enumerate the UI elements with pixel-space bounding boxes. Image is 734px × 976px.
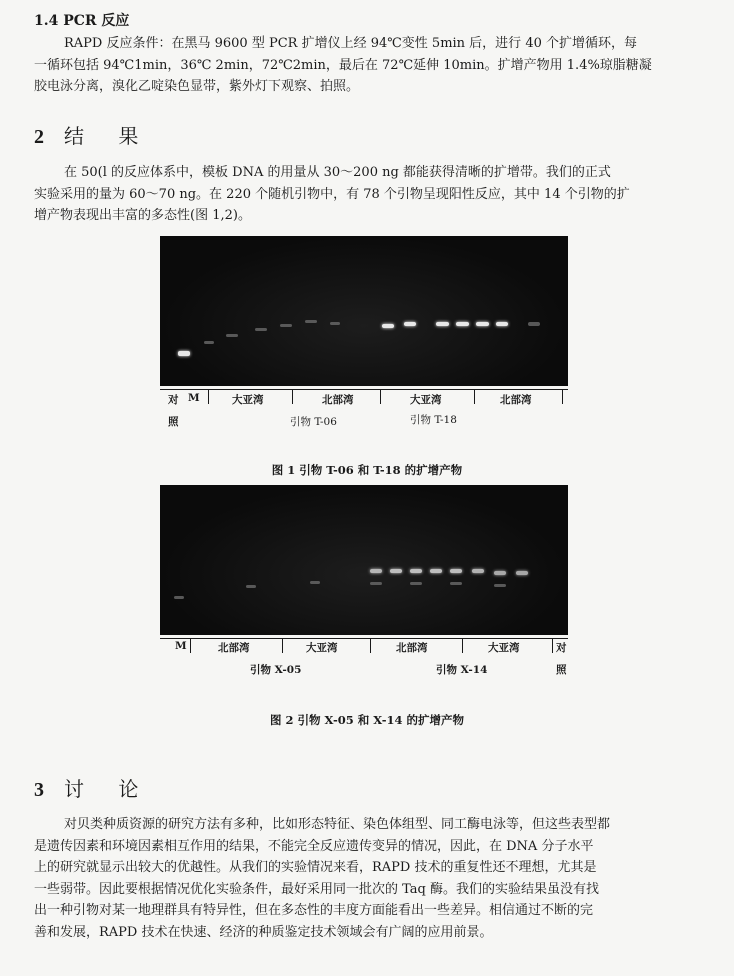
results-line-3: 增产物表现出丰富的多态性(图 1,2)。 — [34, 208, 251, 223]
pcr-paragraph — [34, 33, 706, 98]
fig1-lane-beibuwan-2: 北部湾 — [500, 394, 532, 406]
fig1-lane-control-2: 照 — [168, 416, 179, 428]
figure2-gel-image — [160, 485, 568, 635]
figure2-caption: 图 2 引物 X-05 和 X-14 的扩增产物 — [269, 713, 465, 727]
fig2-lane-control: 对 — [556, 642, 567, 654]
fig1-primer-t18: 引物 T-18 — [410, 414, 457, 426]
pcr-line-3: 胶电泳分离，溴化乙啶染色显带，紫外灯下观察、拍照。 — [34, 79, 360, 94]
discussion-heading: 3 讨 论 — [34, 777, 153, 801]
fig2-lane-dayawan-2: 大亚湾 — [488, 642, 520, 654]
pcr-line-1: RAPD 反应条件：在黑马 9600 型 PCR 扩增仪上经 94℃变性 5min 后，进行 40 个扩增循环，每 — [64, 36, 637, 51]
results-heading: 2 结 果 — [34, 124, 153, 148]
fig2-lane-control-2: 照 — [556, 664, 567, 676]
figure1-caption: 图 1 引物 T-06 和 T-18 的扩增产物 — [271, 463, 463, 477]
fig2-lane-marker: M — [175, 640, 187, 652]
results-line-2: 实验采用的量为 60～70 ng。在 220 个随机引物中，有 78 个引物呈现阳性反应，其中 14 个引物的扩 — [34, 186, 630, 202]
pcr-line-2: 一循环包括 94℃1min，36℃ 2min，72℃2min，最后在 72℃延伸 10min。扩增产物用 1.4%琼脂糖凝 — [34, 57, 652, 73]
fig1-lane-dayawan-1: 大亚湾 — [232, 394, 264, 406]
pcr-heading: 1.4 PCR 反应 — [34, 13, 130, 29]
fig2-lane-beibuwan-2: 北部湾 — [396, 642, 428, 654]
results-line-1: 在 50(l 的反应体系中，模板 DNA 的用量从 30～200 ng 都能获得清晰的扩增带。我们的正式 — [64, 165, 611, 180]
fig1-lane-control: 对 — [168, 394, 179, 406]
fig2-primer-x14: 引物 X-14 — [436, 664, 488, 676]
discussion-line-3: 上的研究就显示出较大的优越性。从我们的实验情况来看，RAPD 技术的重复性还不理想，尤其是 — [34, 860, 597, 875]
discussion-line-5: 出一种引物对某一地理群具有特异性，但在多态性的丰度方面能看出一些差异。相信通过不断的完 — [34, 903, 594, 918]
results-paragraph — [34, 162, 706, 227]
discussion-line-2: 是遗传因素和环境因素相互作用的结果，不能完全反应遗传变异的情况，因此，在 DNA 分子水平 — [34, 838, 594, 854]
figure1-gel-image — [160, 236, 568, 386]
discussion-line-4: 一些弱带。因此要根据情况优化实验条件，最好采用同一批次的 Taq 酶。我们的实验结果虽没有找 — [34, 881, 599, 897]
fig2-lane-beibuwan-1: 北部湾 — [218, 642, 250, 654]
discussion-paragraph — [34, 814, 706, 943]
fig2-primer-x05: 引物 X-05 — [250, 664, 302, 676]
fig2-lane-dayawan-1: 大亚湾 — [306, 642, 338, 654]
fig1-lane-beibuwan-1: 北部湾 — [322, 394, 354, 406]
fig1-lane-dayawan-2: 大亚湾 — [410, 394, 442, 406]
discussion-line-6: 善和发展，RAPD 技术在快速、经济的种质鉴定技术领域会有广阔的应用前景。 — [34, 924, 493, 940]
discussion-line-1: 对贝类种质资源的研究方法有多种，比如形态特征、染色体组型、同工酶电泳等，但这些表型都 — [64, 817, 611, 832]
fig1-lane-marker: M — [188, 392, 200, 404]
fig1-primer-t06: 引物 T-06 — [290, 416, 337, 428]
